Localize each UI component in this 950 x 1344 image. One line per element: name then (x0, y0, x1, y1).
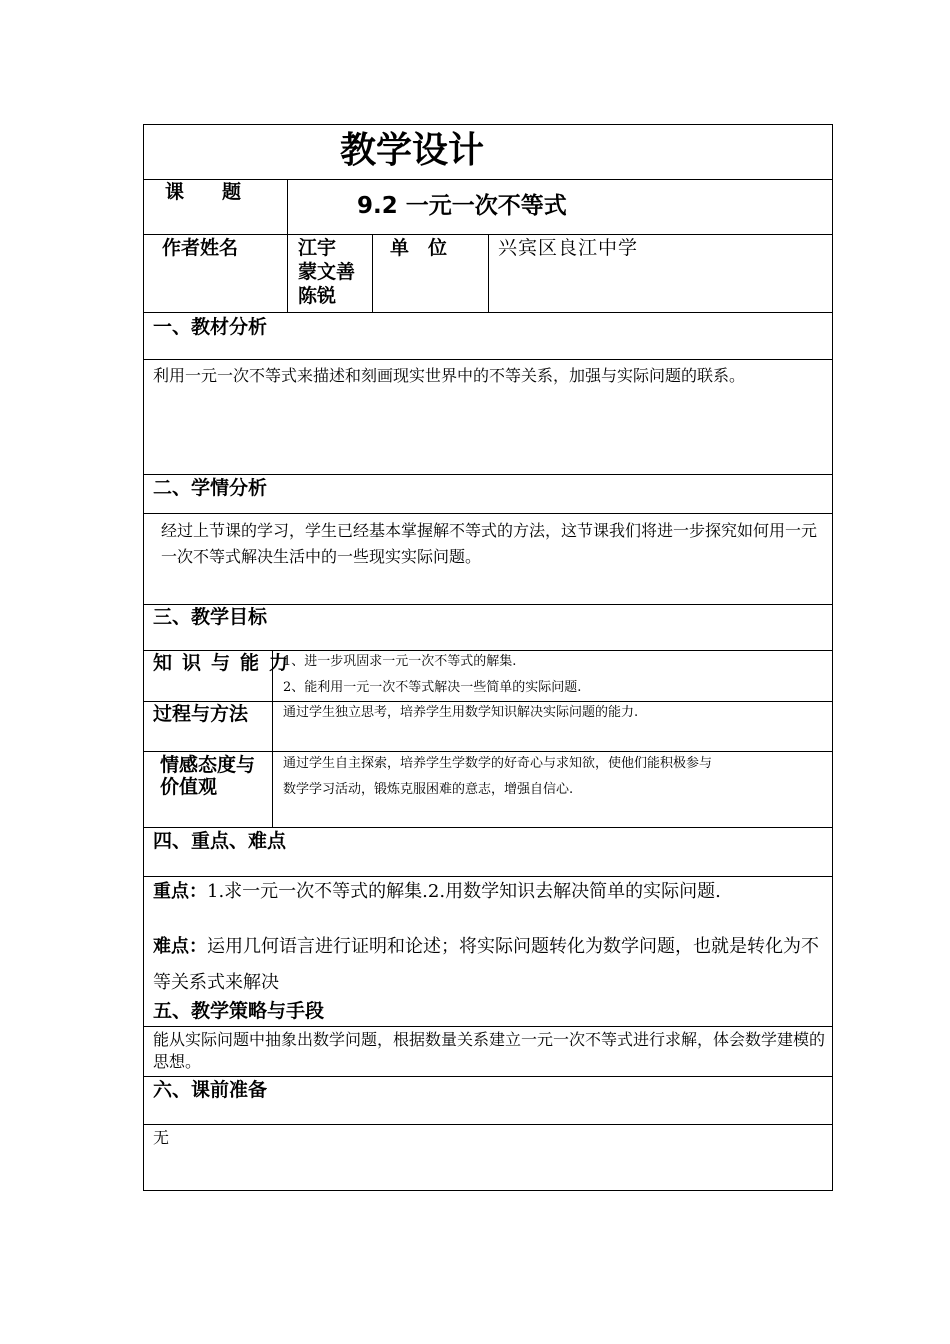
section-heading: 六、课前准备 (153, 1079, 268, 1101)
section-content: 能从实际问题中抽象出数学问题，根据数量关系建立一元一次不等式进行求解，体会数学建模的思想。 (153, 1030, 826, 1071)
row-divider (143, 650, 833, 651)
difficult-points (153, 929, 829, 1001)
topic-label: 课 题 (165, 181, 242, 203)
row-divider (143, 359, 833, 360)
column-divider (287, 179, 288, 312)
difficulty-label: 难点： (153, 936, 207, 957)
key-label: 重点： (153, 881, 207, 902)
unit-label: 单 位 (390, 237, 448, 259)
objective-label: 过程与方法 (153, 703, 249, 725)
row-divider (143, 876, 833, 877)
row-divider (143, 701, 833, 702)
objective-line: 通过学生自主探索，培养学生学数学的好奇心与求知欲，使他们能积极参与 (283, 756, 713, 771)
column-divider (372, 234, 373, 312)
key-points (153, 880, 829, 904)
row-divider (143, 827, 833, 828)
objective-line: 数学学习活动，锻炼克服困难的意志，增强自信心. (283, 782, 574, 797)
section-heading: 三、教学目标 (153, 606, 268, 628)
section-heading: 一、教材分析 (153, 316, 268, 338)
column-divider (272, 650, 273, 827)
row-divider (143, 1124, 833, 1125)
section-content: 经过上节课的学习，学生已经基本掌握解不等式的方法，这节课我们将进一步探究如何用一元一次不等式解决生活中的一些现实实际问题。 (161, 521, 818, 566)
objective-line: 1、进一步巩固求一元一次不等式的解集. (283, 654, 517, 669)
row-divider (143, 474, 833, 475)
row-divider (143, 312, 833, 313)
author-name: 江宇 (298, 237, 337, 259)
row-divider (143, 513, 833, 514)
objective-line: 2、能利用一元一次不等式解决一些简单的实际问题. (283, 680, 582, 695)
author-name: 蒙文善 (298, 261, 356, 283)
row-divider (143, 1076, 833, 1077)
section-heading: 二、学情分析 (153, 477, 268, 499)
key-text: 1.求一元一次不等式的解集.2.用数学知识去解决简单的实际问题. (207, 881, 721, 902)
row-divider (143, 179, 833, 180)
topic-value: 9.2 一元一次不等式 (357, 193, 567, 219)
section-heading: 五、教学策略与手段 (153, 1000, 325, 1022)
row-divider (143, 604, 833, 605)
objective-label: 知识与能力 (153, 652, 299, 674)
section-content: 利用一元一次不等式来描述和刻画现实世界中的不等关系，加强与实际问题的联系。 (153, 366, 746, 385)
document-title: 教学设计 (340, 130, 485, 171)
author-name: 陈锐 (298, 285, 337, 307)
row-divider (143, 1026, 833, 1027)
row-divider (143, 751, 833, 752)
author-label: 作者姓名 (162, 237, 239, 259)
difficulty-text: 运用几何语言进行证明和论述；将实际问题转化为数学问题，也就是转化为不等关系式来解决 (153, 936, 819, 993)
objective-label: 情感态度与价值观 (160, 754, 256, 798)
column-divider (488, 234, 489, 312)
objective-line: 通过学生独立思考，培养学生用数学知识解决实际问题的能力. (283, 705, 639, 720)
section-content: 无 (153, 1128, 170, 1147)
unit-value: 兴宾区良江中学 (498, 237, 639, 259)
section-heading: 四、重点、难点 (153, 830, 287, 852)
